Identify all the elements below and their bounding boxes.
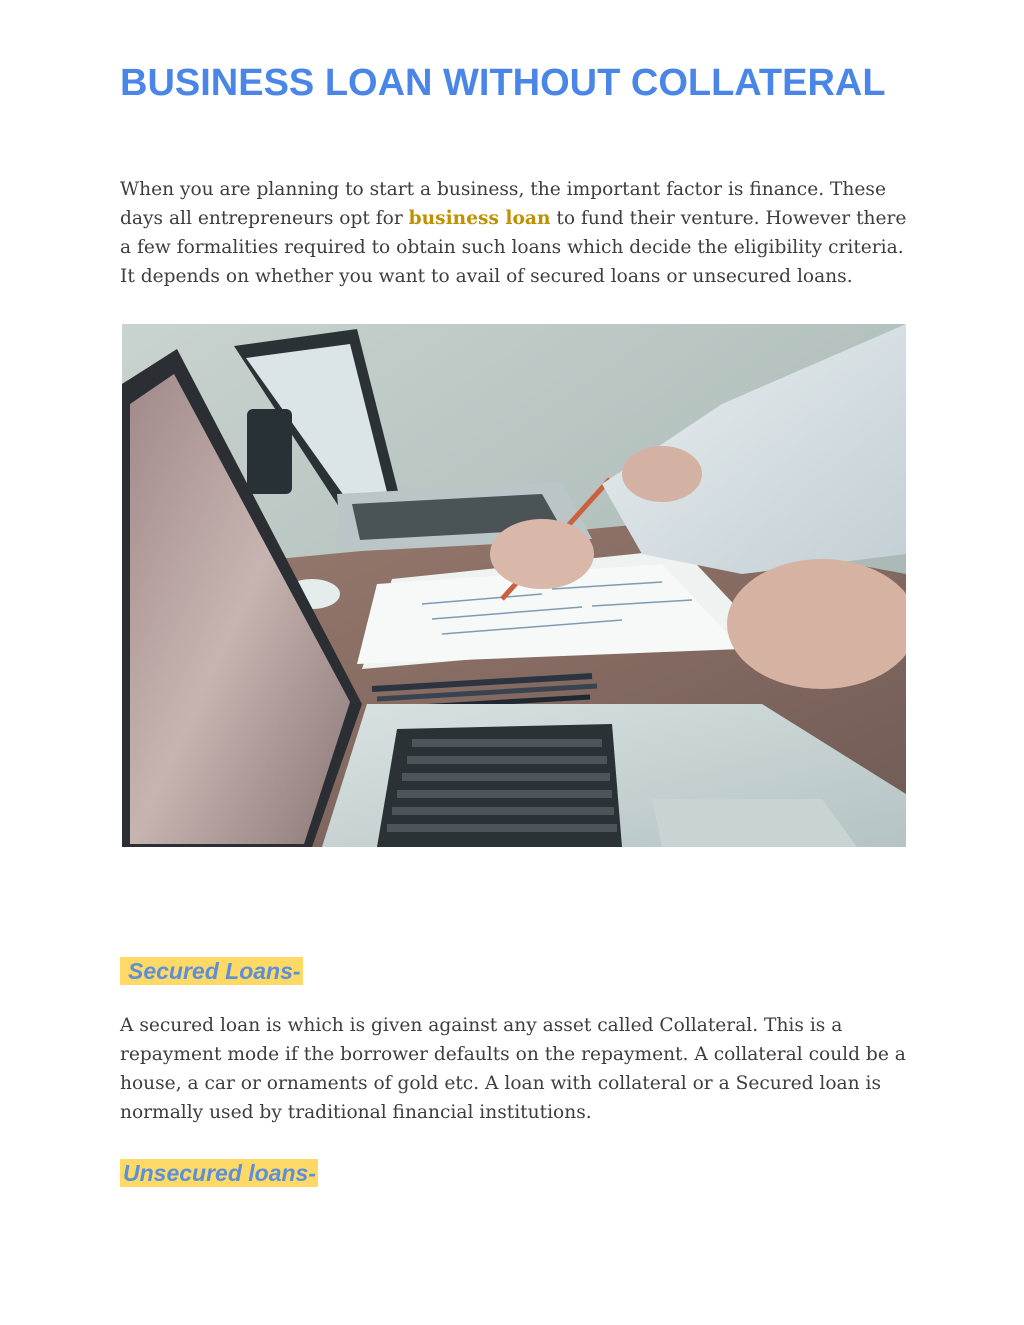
desk-laptops-photo: [122, 324, 906, 847]
intro-text-after-link: to fund their venture. However there a few formalities required to obtain such loans which decide the eligibility criteria. It depends on whether you want to avail of secured loans or unsecured loans.: [120, 208, 907, 287]
secured-loans-heading: Secured Loans-: [120, 957, 303, 985]
business-loan-link[interactable]: business loan: [408, 208, 551, 229]
intro-paragraph: [120, 175, 920, 291]
secured-loans-paragraph: A secured loan is which is given against any asset called Collateral. This is a repayment mode if the borrower defaults on the repayment. A collateral could be a house, a car or ornaments of gold etc. A loan with collateral or a Secured loan is normally used by traditional financial institutions.: [120, 1015, 906, 1123]
unsecured-loans-heading: Unsecured loans-: [120, 1159, 318, 1187]
intro-text-before-link: When you are planning to start a business, the important factor is finance. These days all entrepreneurs opt for: [120, 179, 886, 229]
page-title: BUSINESS LOAN WITHOUT COLLATERAL: [120, 62, 886, 104]
